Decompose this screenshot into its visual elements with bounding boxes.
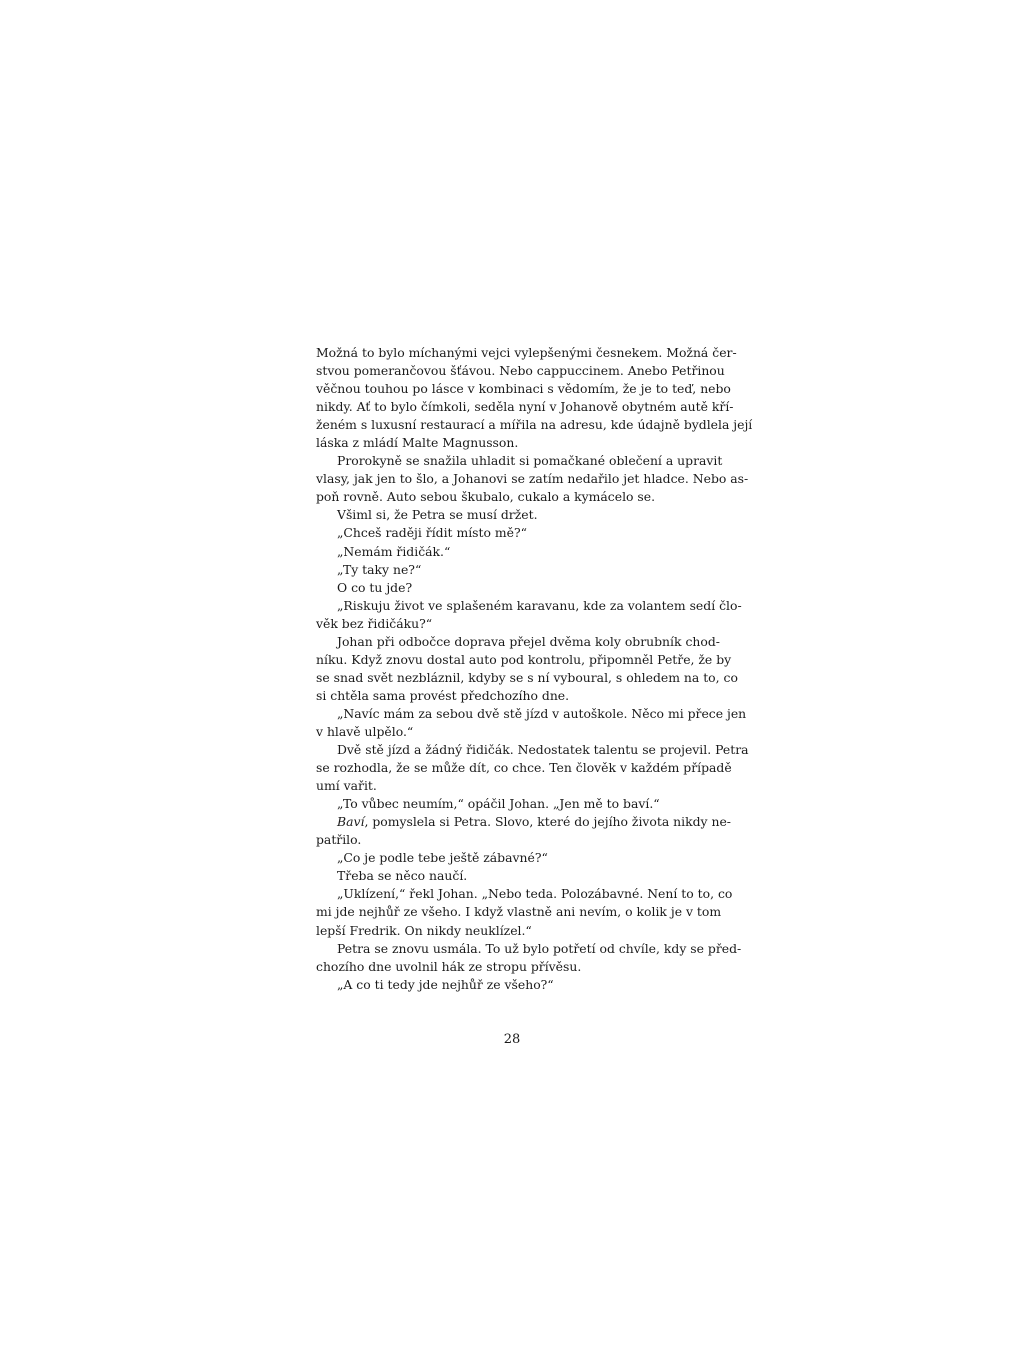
text-line: Johan při odbočce doprava přejel dvěma koly obrubník chod-: [337, 633, 720, 649]
text-line: „Nemám řidičák.“: [337, 543, 451, 559]
text-line: se snad svět nezbláznil, kdyby se s ní vyboural, s ohledem na to, co: [316, 669, 738, 685]
text-line: Třeba se něco naučí.: [337, 868, 468, 884]
text-line: stvou pomerančovou šťávou. Nebo cappuccinem. Anebo Petřinou: [316, 363, 725, 379]
text-line: chozího dne uvolnil hák ze stropu přívěsu.: [316, 958, 582, 974]
text-line: umí vařit.: [316, 778, 377, 794]
text-line: „Co je podle tebe ještě zábavné?“: [337, 850, 548, 866]
italic-word: Baví: [337, 814, 365, 830]
body-text: [316, 344, 753, 994]
text-line: Petra se znovu usmála. To už bylo potřetí od chvíle, kdy se před-: [337, 940, 742, 956]
text-line: „Ty taky ne?“: [337, 561, 422, 577]
text-line-italic-start: [316, 813, 731, 831]
text-line: Všiml si, že Petra se musí držet.: [337, 507, 538, 523]
text-line: Prorokyně se snažila uhladit si pomačkané oblečení a upravit: [337, 453, 723, 469]
text-line: lepší Fredrik. On nikdy neuklízel.“: [316, 922, 532, 938]
text-line: Možná to bylo míchanými vejci vylepšenými česnekem. Možná čer-: [316, 345, 737, 360]
text-line: poň rovně. Auto sebou škubalo, cukalo a kymácelo se.: [316, 489, 656, 505]
text-line: patřilo.: [316, 832, 362, 848]
text-line: Dvě stě jízd a žádný řidičák. Nedostatek talentu se projevil. Petra: [337, 742, 749, 758]
text-line: se rozhodla, že se může dít, co chce. Ten člověk v každém případě: [316, 760, 732, 776]
text-line: „A co ti tedy jde nejhůř ze všeho?“: [337, 976, 554, 992]
text-line: „Chceš raději řídit místo mě?“: [337, 525, 527, 541]
text-line: věk bez řidičáku?“: [316, 615, 433, 631]
text-line: si chtěla sama provést předchozího dne.: [316, 687, 570, 703]
text-line: ženém s luxusní restaurací a mířila na adresu, kde údajně bydlela její: [316, 417, 753, 433]
text-line: v hlavě ulpělo.“: [316, 723, 414, 739]
text-line: nikdy. Ať to bylo čímkoli, seděla nyní v Johanově obytném autě kří-: [316, 399, 734, 415]
text-line: vlasy, jak jen to šlo, a Johanovi se zatím nedařilo jet hladce. Nebo as-: [316, 471, 749, 487]
text-line: věčnou touhou po lásce v kombinaci s vědomím, že je to teď, nebo: [316, 381, 731, 397]
text-line: „Navíc mám za sebou dvě stě jízd v autoškole. Něco mi přece jen: [337, 705, 747, 721]
italic-line-rest: , pomyslela si Petra. Slovo, které do jejího života nikdy ne-: [364, 814, 731, 830]
text-line: láska z mládí Malte Magnusson.: [316, 435, 519, 451]
text-line: mi jde nejhůř ze všeho. I když vlastně ani nevím, o kolik je v tom: [316, 904, 722, 920]
text-line: „To vůbec neumím,“ opáčil Johan. „Jen mě to baví.“: [337, 796, 660, 812]
text-line: „Riskuju život ve splašeném karavanu, kde za volantem sedí člo-: [337, 597, 742, 613]
page-number: 28: [503, 1032, 521, 1047]
text-line: O co tu jde?: [337, 579, 413, 595]
text-line: níku. Když znovu dostal auto pod kontrolu, připomněl Petře, že by: [316, 651, 732, 667]
text-line: „Uklízení,“ řekl Johan. „Nebo teda. Polozábavné. Není to to, co: [337, 886, 733, 902]
